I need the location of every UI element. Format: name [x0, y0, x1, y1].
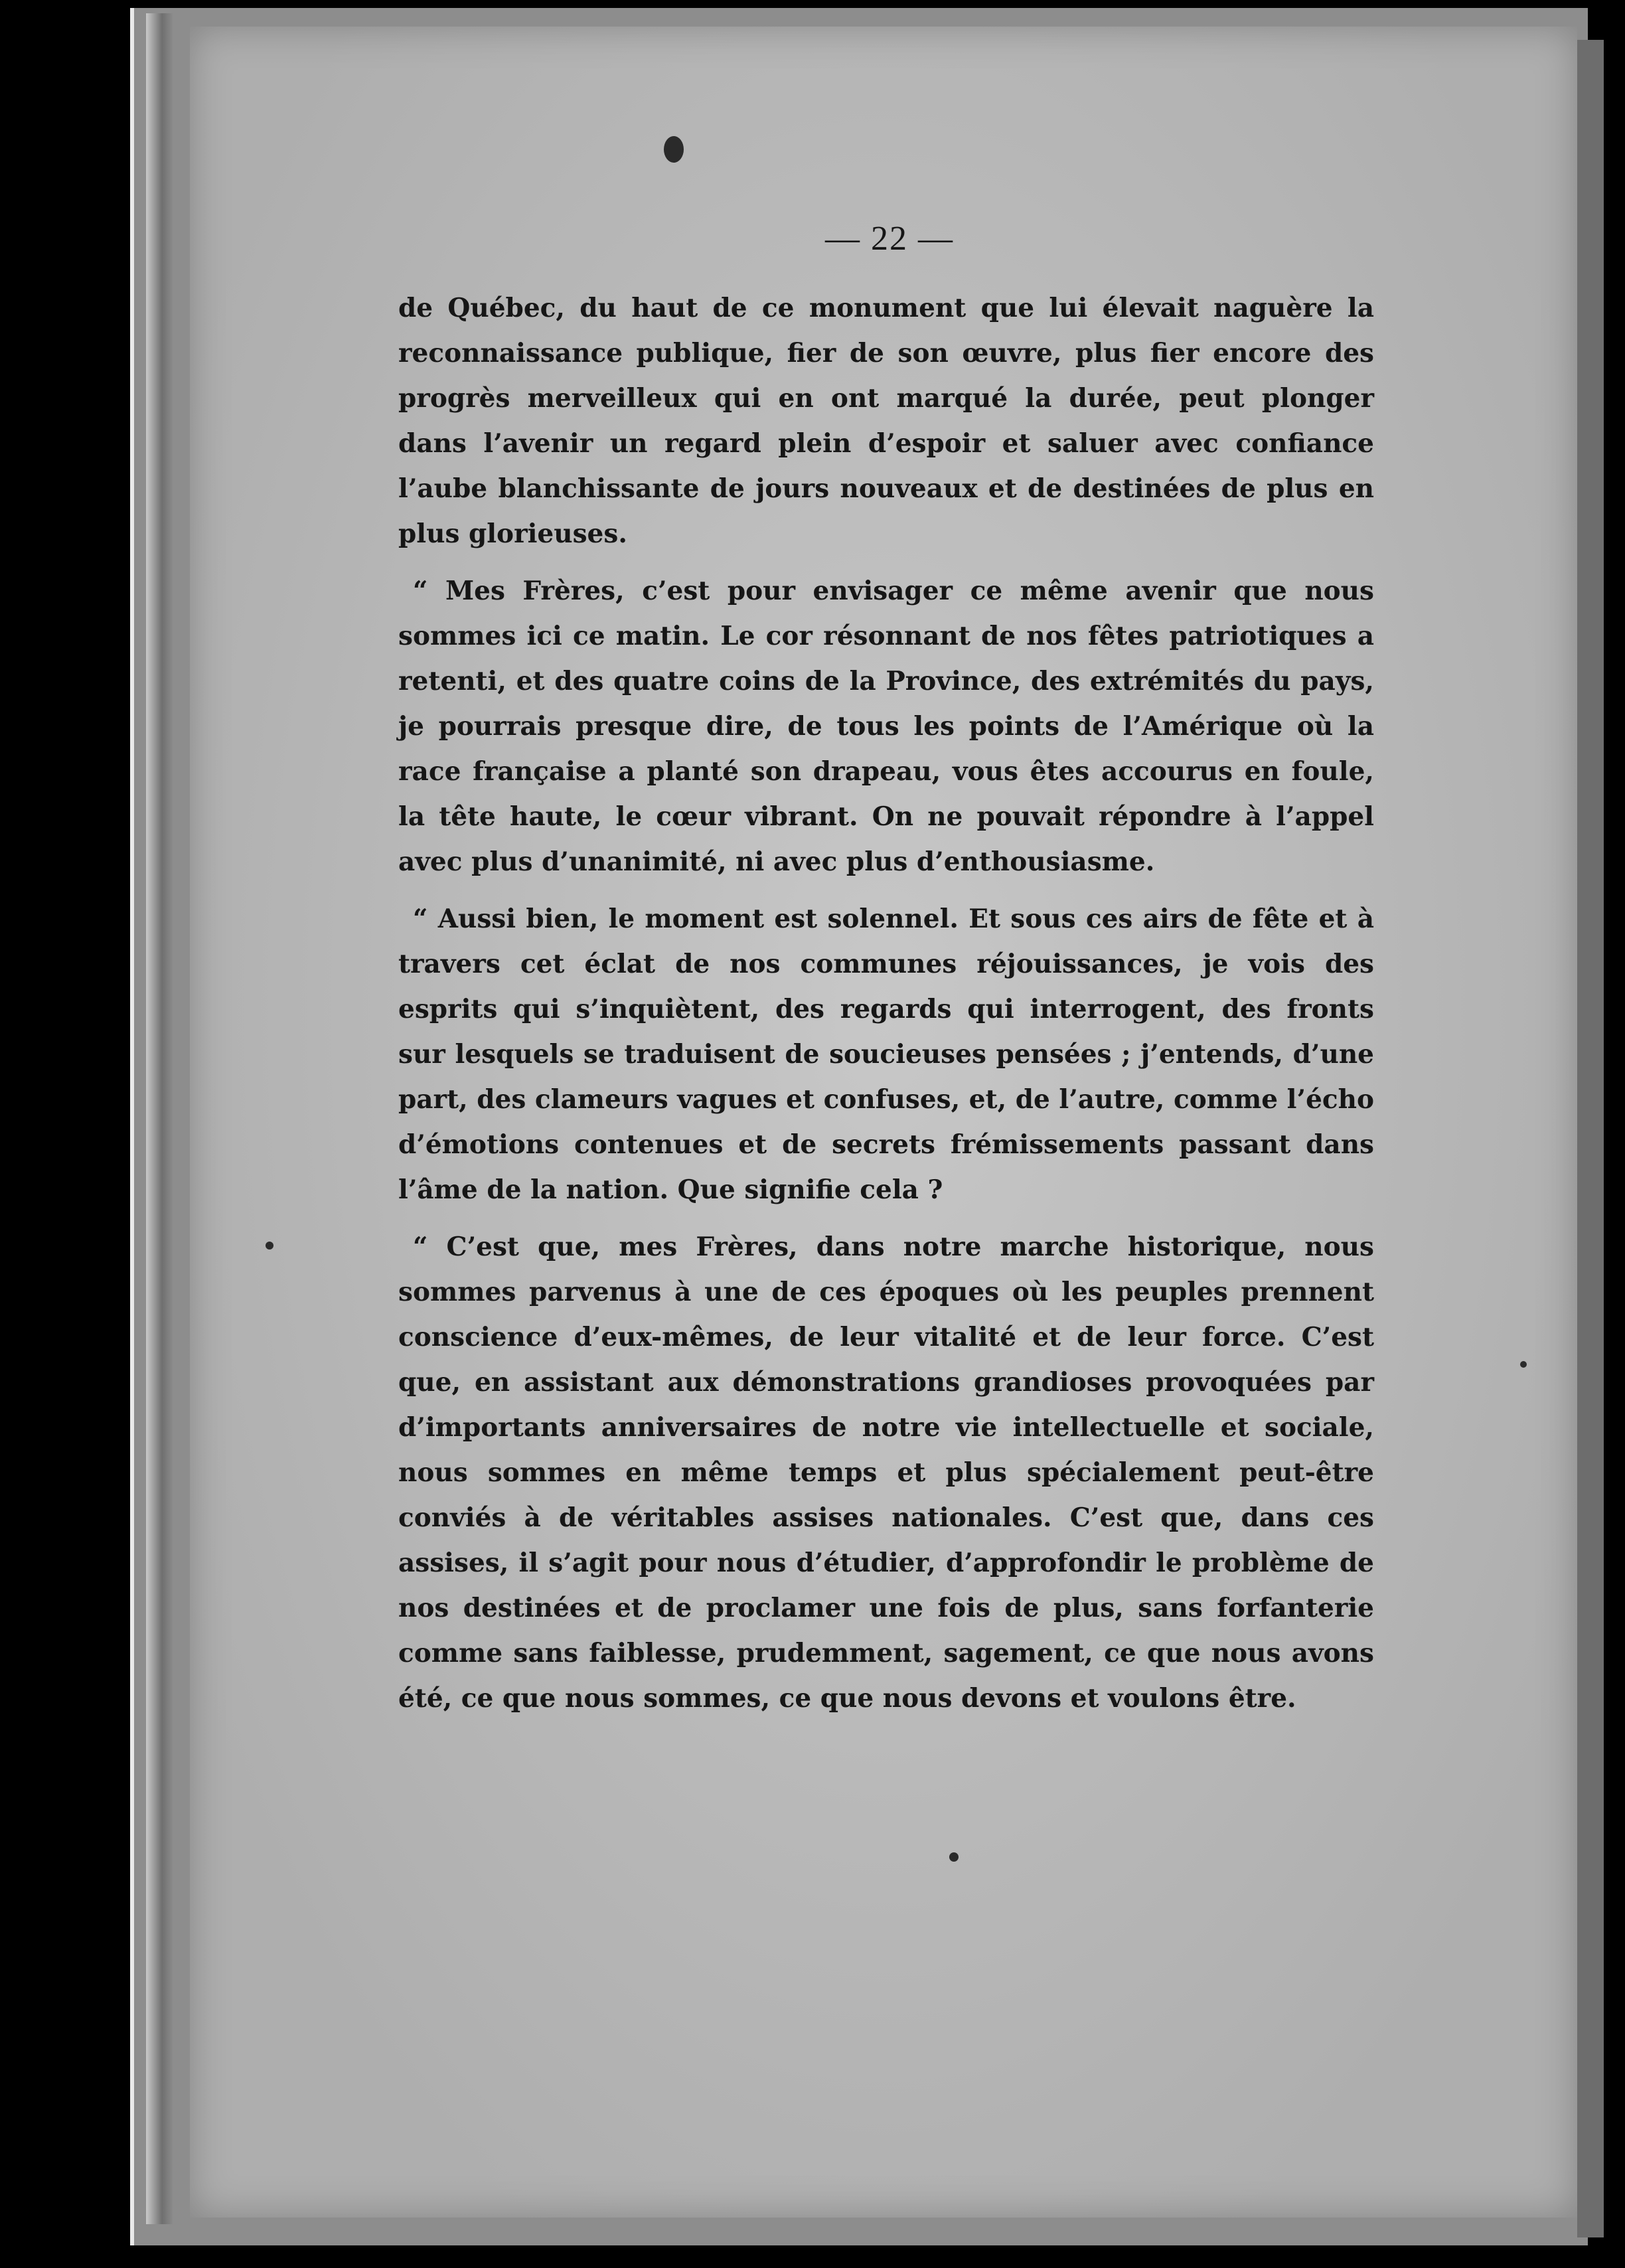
paragraph-1: de Québec, du haut de ce monument que lui élevait naguère la reconnaissance publique, fier de son œuvre, plus fier encore des progrès merveilleux qui en ont marqué la durée, peut plonger dans l’avenir un regard plein d’espoir et saluer avec confiance l’aube blanchissante de jours nouveaux et de destinées de plus en plus glorieuses.: [398, 293, 1374, 549]
page-number: — 22 —: [825, 220, 954, 258]
dust-speck: [266, 1242, 273, 1250]
page-binding-shadow: [146, 13, 173, 2224]
dust-speck: [1520, 1361, 1527, 1368]
dust-speck: [949, 1852, 959, 1862]
right-margin-strip: [1577, 40, 1604, 2237]
paragraph-4: “ C’est que, mes Frères, dans notre marche historique, nous sommes parvenus à une de ces époques où les peuples prennent conscience d’eux-mêmes, de leur vitalité et de leur force. C’est que, en assistant aux démonstrations grandioses provoquées par d’importants anniversaires de notre vie intellectuelle et sociale, nous sommes en même temps et plus spécialement peut-être conviés à de véritables assises nationales. C’est que, dans ces assises, il s’agit pour nous d’étudier, d’approfondir le problème de nos destinées et de proclamer une fois de plus, sans forfanterie comme sans faiblesse, prudemment, sagement, ce que nous avons été, ce que nous sommes, ce que nous devons et voulons être.: [398, 1232, 1374, 1714]
dust-speck: [664, 136, 684, 163]
paragraph-3: “ Aussi bien, le moment est solennel. Et sous ces airs de fête et à travers cet éclat de nos communes réjouissances, je vois des esprits qui s’inquiètent, des regards qui interrogent, des fronts sur lesquels se traduisent de soucieuses pensées ; j’entends, d’une part, des clameurs vagues et confuses, et, de l’autre, comme l’écho d’émotions contenues et de secrets frémissements passant dans l’âme de la nation. Que signifie cela ?: [398, 904, 1374, 1205]
paragraph-2: “ Mes Frères, c’est pour envisager ce même avenir que nous sommes ici ce matin. Le cor résonnant de nos fêtes patriotiques a retenti, et des quatre coins de la Province, des extrémités du pays, je pourrais presque dire, de tous les points de l’Amérique où la race française a planté son drapeau, vous êtes accourus en foule, la tête haute, le cœur vibrant. On ne pouvait répondre à l’appel avec plus d’unanimité, ni avec plus d’enthousiasme.: [398, 576, 1374, 877]
body-text: [398, 285, 1374, 1733]
